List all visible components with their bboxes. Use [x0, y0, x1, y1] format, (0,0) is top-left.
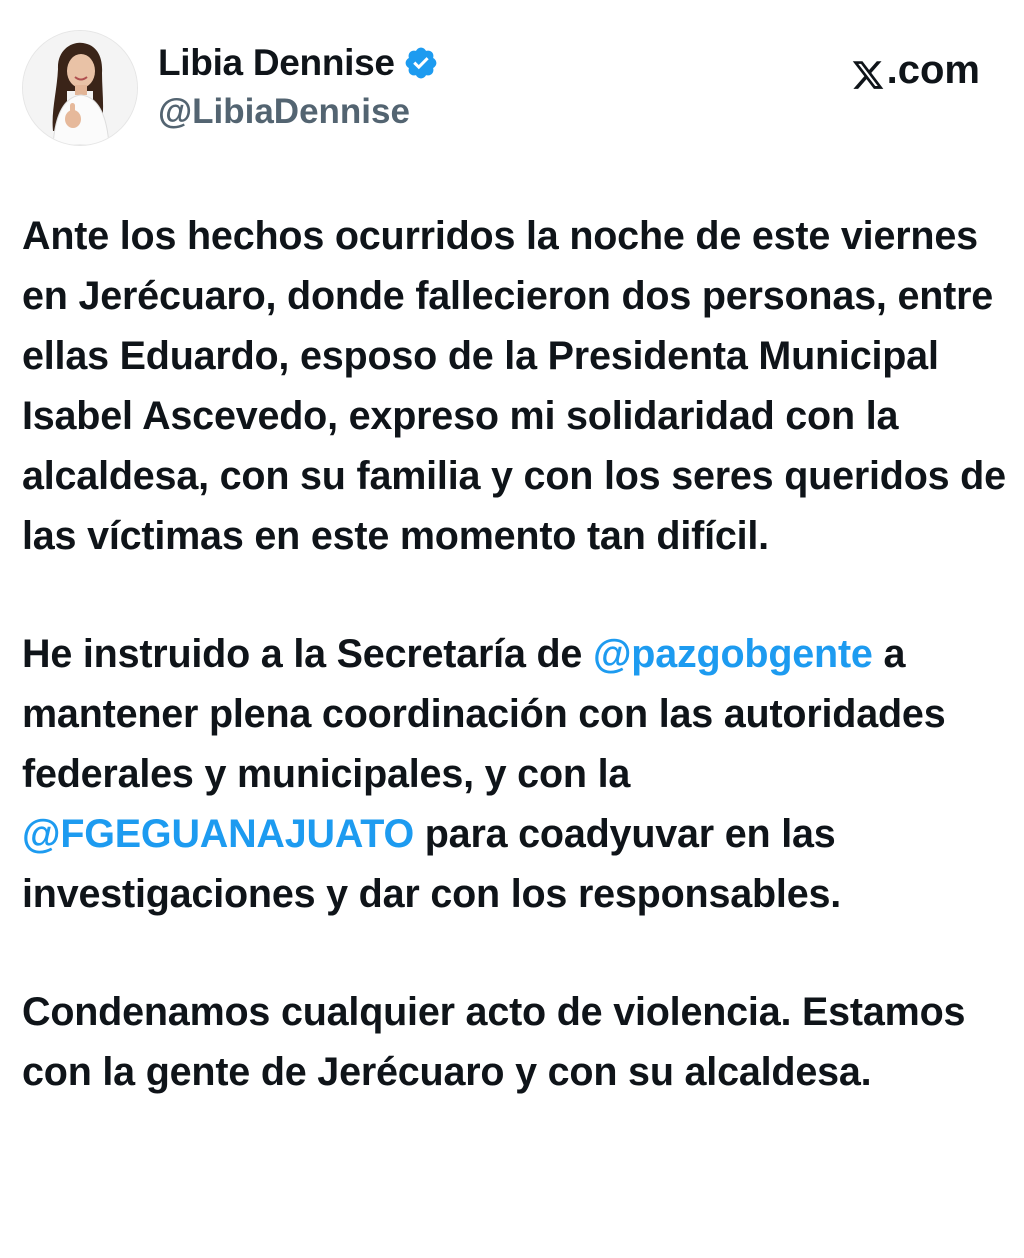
post-paragraph-1: Ante los hechos ocurridos la noche de este viernes en Jerécuaro, donde fallecieron dos personas, entre ellas Eduardo, esposo de la Presidenta Municipal Isabel Ascevedo, expreso mi solidaridad con la alcaldesa, con su familia y con los seres queridos de las víctimas en este momento tan difícil. [22, 214, 1006, 558]
avatar[interactable] [22, 30, 138, 146]
post-paragraph-2 [22, 624, 1012, 924]
verified-badge-icon [403, 45, 439, 81]
brand-watermark [851, 44, 980, 96]
paragraph-2-text-3: para coadyuvar en las investigaciones y dar con los responsables. [22, 812, 842, 916]
brand-label: .com [886, 48, 980, 92]
display-name-row [158, 40, 439, 86]
paragraph-2-text-2: a mantener plena coordinación con las autoridades federales y municipales, y con la [22, 632, 946, 796]
mention-link-pazgobgente[interactable]: @pazgobgente [592, 632, 873, 676]
post-text [22, 206, 1012, 1102]
display-name[interactable]: Libia Dennise [158, 42, 395, 83]
mention-link-fgeguanajuato[interactable]: @FGEGUANAJUATO [22, 812, 414, 856]
avatar-image [23, 31, 137, 145]
handle[interactable]: @LibiaDennise [158, 92, 410, 131]
paragraph-2-text-1: He instruido a la Secretaría de [22, 632, 593, 676]
x-logo-icon [851, 53, 885, 87]
post-header [22, 30, 1002, 150]
author-info [158, 40, 439, 136]
post-paragraph-3: Condenamos cualquier acto de violencia. Estamos con la gente de Jerécuaro y con su alcaldesa. [22, 990, 966, 1094]
